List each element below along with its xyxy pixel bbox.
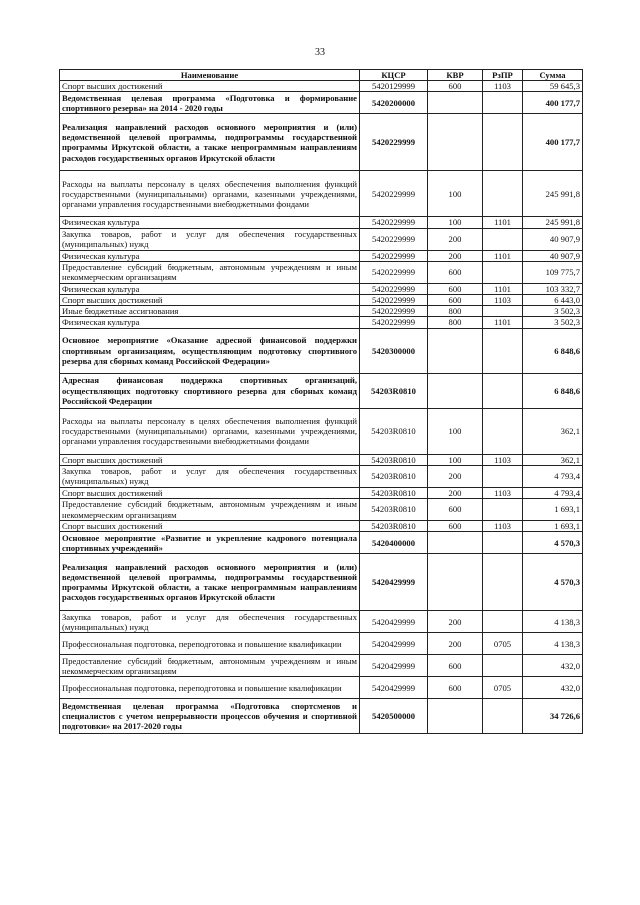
table-row bbox=[60, 81, 583, 92]
row-kcsr: 5420400000 bbox=[360, 532, 428, 554]
row-kvr: 200 bbox=[428, 611, 483, 633]
row-kcsr: 5420429999 bbox=[360, 677, 428, 699]
row-name: Ведомственная целевая программа «Подготовка и формирование спортивного резерва» на 2014 - 2020 годы bbox=[60, 92, 360, 114]
table-row bbox=[60, 655, 583, 677]
row-kcsr: 54203R0810 bbox=[360, 499, 428, 521]
row-name: Физическая культура bbox=[60, 283, 360, 294]
row-rzpr bbox=[483, 171, 523, 217]
row-name: Физическая культура bbox=[60, 317, 360, 328]
row-kvr bbox=[428, 373, 483, 408]
row-name: Основное мероприятие «Оказание адресной финансовой поддержки спортивным организациям, осуществляющим подготовку спортивного резерва для сборных команд Российской Федерации» bbox=[60, 328, 360, 373]
table-row bbox=[60, 228, 583, 250]
row-kvr bbox=[428, 328, 483, 373]
row-kvr: 100 bbox=[428, 454, 483, 465]
row-kvr: 600 bbox=[428, 261, 483, 283]
row-kcsr: 5420200000 bbox=[360, 92, 428, 114]
table-row bbox=[60, 633, 583, 655]
row-sum: 400 177,7 bbox=[523, 92, 583, 114]
table-row bbox=[60, 92, 583, 114]
row-kvr: 200 bbox=[428, 633, 483, 655]
table-row bbox=[60, 306, 583, 317]
row-sum: 1 693,1 bbox=[523, 521, 583, 532]
row-name: Спорт высших достижений bbox=[60, 487, 360, 498]
row-kcsr: 5420429999 bbox=[360, 633, 428, 655]
row-sum: 59 645,3 bbox=[523, 81, 583, 92]
row-kvr: 600 bbox=[428, 499, 483, 521]
row-kvr bbox=[428, 92, 483, 114]
row-kcsr: 5420500000 bbox=[360, 699, 428, 734]
row-sum: 4 793,4 bbox=[523, 487, 583, 498]
row-sum: 362,1 bbox=[523, 454, 583, 465]
row-kcsr: 5420229999 bbox=[360, 171, 428, 217]
table-row bbox=[60, 317, 583, 328]
page-number: 33 bbox=[315, 47, 325, 58]
row-rzpr bbox=[483, 408, 523, 454]
row-sum: 4 570,3 bbox=[523, 554, 583, 611]
table-row bbox=[60, 677, 583, 699]
row-rzpr: 1101 bbox=[483, 217, 523, 228]
row-kvr bbox=[428, 699, 483, 734]
row-kvr: 600 bbox=[428, 655, 483, 677]
row-rzpr bbox=[483, 532, 523, 554]
row-name: Закупка товаров, работ и услуг для обеспечения государственных (муниципальных) нужд bbox=[60, 611, 360, 633]
row-kcsr: 54203R0810 bbox=[360, 521, 428, 532]
row-rzpr: 1101 bbox=[483, 250, 523, 261]
budget-table bbox=[59, 69, 583, 734]
row-sum: 3 502,3 bbox=[523, 317, 583, 328]
row-name: Реализация направлений расходов основного мероприятия и (или) ведомственной целевой программы, подпрограммы государственной программы Иркутской области, а также непрограммным направлениям расходов государственных органов Иркутской области bbox=[60, 554, 360, 611]
table-row bbox=[60, 611, 583, 633]
table-header-row bbox=[60, 70, 583, 81]
table-row bbox=[60, 699, 583, 734]
row-name: Предоставление субсидий бюджетным, автономным учреждениям и иным некоммерческим организациям bbox=[60, 655, 360, 677]
table-row bbox=[60, 373, 583, 408]
row-rzpr bbox=[483, 92, 523, 114]
row-rzpr bbox=[483, 499, 523, 521]
row-sum: 4 793,4 bbox=[523, 465, 583, 487]
row-sum: 3 502,3 bbox=[523, 306, 583, 317]
table-body bbox=[60, 81, 583, 734]
table-row bbox=[60, 532, 583, 554]
table-row bbox=[60, 454, 583, 465]
row-kcsr: 5420229999 bbox=[360, 283, 428, 294]
row-kcsr: 54203R0810 bbox=[360, 465, 428, 487]
row-name: Расходы на выплаты персоналу в целях обеспечения выполнения функций государственными (муниципальными) органами, казенными учреждениями, органами управления государственными внебюджетными фондами bbox=[60, 171, 360, 217]
table-row bbox=[60, 114, 583, 171]
row-sum: 6 848,6 bbox=[523, 328, 583, 373]
row-rzpr: 1103 bbox=[483, 521, 523, 532]
row-rzpr: 1101 bbox=[483, 317, 523, 328]
row-kcsr: 5420429999 bbox=[360, 611, 428, 633]
row-name: Иные бюджетные ассигнования bbox=[60, 306, 360, 317]
table-row bbox=[60, 261, 583, 283]
row-kvr: 600 bbox=[428, 521, 483, 532]
row-sum: 432,0 bbox=[523, 655, 583, 677]
row-name: Расходы на выплаты персоналу в целях обеспечения выполнения функций государственными (муниципальными) органами, казенными учреждениями, органами управления государственными внебюджетными фондами bbox=[60, 408, 360, 454]
row-rzpr bbox=[483, 114, 523, 171]
row-rzpr: 1101 bbox=[483, 283, 523, 294]
row-kvr: 600 bbox=[428, 283, 483, 294]
row-kvr bbox=[428, 554, 483, 611]
row-sum: 400 177,7 bbox=[523, 114, 583, 171]
row-rzpr: 0705 bbox=[483, 633, 523, 655]
row-sum: 245 991,8 bbox=[523, 217, 583, 228]
row-sum: 1 693,1 bbox=[523, 499, 583, 521]
header-name: Наименование bbox=[60, 70, 360, 81]
row-kcsr: 5420429999 bbox=[360, 554, 428, 611]
row-kvr: 800 bbox=[428, 317, 483, 328]
row-rzpr: 1103 bbox=[483, 295, 523, 306]
row-kcsr: 5420229999 bbox=[360, 114, 428, 171]
header-kvr: КВР bbox=[428, 70, 483, 81]
row-name: Основное мероприятие «Развитие и укрепление кадрового потенциала спортивных учреждений» bbox=[60, 532, 360, 554]
row-rzpr bbox=[483, 228, 523, 250]
row-kvr: 600 bbox=[428, 677, 483, 699]
row-rzpr: 1103 bbox=[483, 454, 523, 465]
row-kcsr: 5420229999 bbox=[360, 228, 428, 250]
row-kvr: 100 bbox=[428, 171, 483, 217]
row-kcsr: 5420229999 bbox=[360, 295, 428, 306]
row-sum: 4 138,3 bbox=[523, 633, 583, 655]
row-kcsr: 5420300000 bbox=[360, 328, 428, 373]
row-name: Предоставление субсидий бюджетным, автономным учреждениям и иным некоммерческим организациям bbox=[60, 499, 360, 521]
row-kcsr: 5420229999 bbox=[360, 306, 428, 317]
row-rzpr bbox=[483, 261, 523, 283]
row-sum: 6 848,6 bbox=[523, 373, 583, 408]
row-name: Реализация направлений расходов основного мероприятия и (или) ведомственной целевой программы, подпрограммы государственной программы Иркутской области, а также непрограммным направлениям расходов государственных органов Иркутской области bbox=[60, 114, 360, 171]
table-row bbox=[60, 465, 583, 487]
row-kcsr: 54203R0810 bbox=[360, 454, 428, 465]
row-rzpr bbox=[483, 611, 523, 633]
row-kvr: 600 bbox=[428, 81, 483, 92]
row-kvr bbox=[428, 532, 483, 554]
row-kcsr: 54203R0810 bbox=[360, 487, 428, 498]
row-kvr: 200 bbox=[428, 250, 483, 261]
row-name: Адресная финансовая поддержка спортивных организаций, осуществляющих подготовку спортивного резерва для сборных команд Российской Федерации bbox=[60, 373, 360, 408]
row-name: Физическая культура bbox=[60, 250, 360, 261]
table-row bbox=[60, 408, 583, 454]
row-kvr bbox=[428, 114, 483, 171]
row-sum: 4 138,3 bbox=[523, 611, 583, 633]
row-kvr: 800 bbox=[428, 306, 483, 317]
table-row bbox=[60, 217, 583, 228]
row-kvr: 200 bbox=[428, 465, 483, 487]
row-sum: 362,1 bbox=[523, 408, 583, 454]
row-sum: 6 443,0 bbox=[523, 295, 583, 306]
row-name: Спорт высших достижений bbox=[60, 521, 360, 532]
row-rzpr: 1103 bbox=[483, 81, 523, 92]
table-row bbox=[60, 295, 583, 306]
row-sum: 432,0 bbox=[523, 677, 583, 699]
row-rzpr bbox=[483, 699, 523, 734]
row-kvr: 200 bbox=[428, 228, 483, 250]
row-name: Спорт высших достижений bbox=[60, 295, 360, 306]
row-sum: 103 332,7 bbox=[523, 283, 583, 294]
row-rzpr bbox=[483, 328, 523, 373]
row-sum: 245 991,8 bbox=[523, 171, 583, 217]
table-row bbox=[60, 328, 583, 373]
table-row bbox=[60, 283, 583, 294]
row-name: Закупка товаров, работ и услуг для обеспечения государственных (муниципальных) нужд bbox=[60, 228, 360, 250]
row-kvr: 600 bbox=[428, 295, 483, 306]
header-sum: Сумма bbox=[523, 70, 583, 81]
row-kvr: 200 bbox=[428, 487, 483, 498]
row-kcsr: 54203R0810 bbox=[360, 373, 428, 408]
row-sum: 34 726,6 bbox=[523, 699, 583, 734]
row-rzpr: 1103 bbox=[483, 487, 523, 498]
row-kcsr: 5420129999 bbox=[360, 81, 428, 92]
table-row bbox=[60, 554, 583, 611]
row-kcsr: 54203R0810 bbox=[360, 408, 428, 454]
row-name: Спорт высших достижений bbox=[60, 454, 360, 465]
row-name: Профессиональная подготовка, переподготовка и повышение квалификации bbox=[60, 633, 360, 655]
row-name: Спорт высших достижений bbox=[60, 81, 360, 92]
row-rzpr: 0705 bbox=[483, 677, 523, 699]
row-kcsr: 5420229999 bbox=[360, 250, 428, 261]
row-kcsr: 5420229999 bbox=[360, 317, 428, 328]
row-sum: 4 570,3 bbox=[523, 532, 583, 554]
row-name: Физическая культура bbox=[60, 217, 360, 228]
row-name: Профессиональная подготовка, переподготовка и повышение квалификации bbox=[60, 677, 360, 699]
row-name: Предоставление субсидий бюджетным, автономным учреждениям и иным некоммерческим организациям bbox=[60, 261, 360, 283]
row-rzpr bbox=[483, 373, 523, 408]
row-kcsr: 5420229999 bbox=[360, 217, 428, 228]
row-kcsr: 5420429999 bbox=[360, 655, 428, 677]
row-rzpr bbox=[483, 465, 523, 487]
row-rzpr bbox=[483, 306, 523, 317]
table-row bbox=[60, 250, 583, 261]
header-rzpr: РзПР bbox=[483, 70, 523, 81]
row-name: Ведомственная целевая программа «Подготовка спортсменов и специалистов с учетом непрерывности процессов обучения и спортивной подготовки» на 2017-2020 годы bbox=[60, 699, 360, 734]
row-rzpr bbox=[483, 655, 523, 677]
header-kcsr: КЦСР bbox=[360, 70, 428, 81]
table-row bbox=[60, 521, 583, 532]
table-row bbox=[60, 487, 583, 498]
row-sum: 109 775,7 bbox=[523, 261, 583, 283]
table-row bbox=[60, 499, 583, 521]
table-row bbox=[60, 171, 583, 217]
row-kvr: 100 bbox=[428, 408, 483, 454]
row-kcsr: 5420229999 bbox=[360, 261, 428, 283]
row-sum: 40 907,9 bbox=[523, 250, 583, 261]
row-name: Закупка товаров, работ и услуг для обеспечения государственных (муниципальных) нужд bbox=[60, 465, 360, 487]
row-kvr: 100 bbox=[428, 217, 483, 228]
row-rzpr bbox=[483, 554, 523, 611]
row-sum: 40 907,9 bbox=[523, 228, 583, 250]
